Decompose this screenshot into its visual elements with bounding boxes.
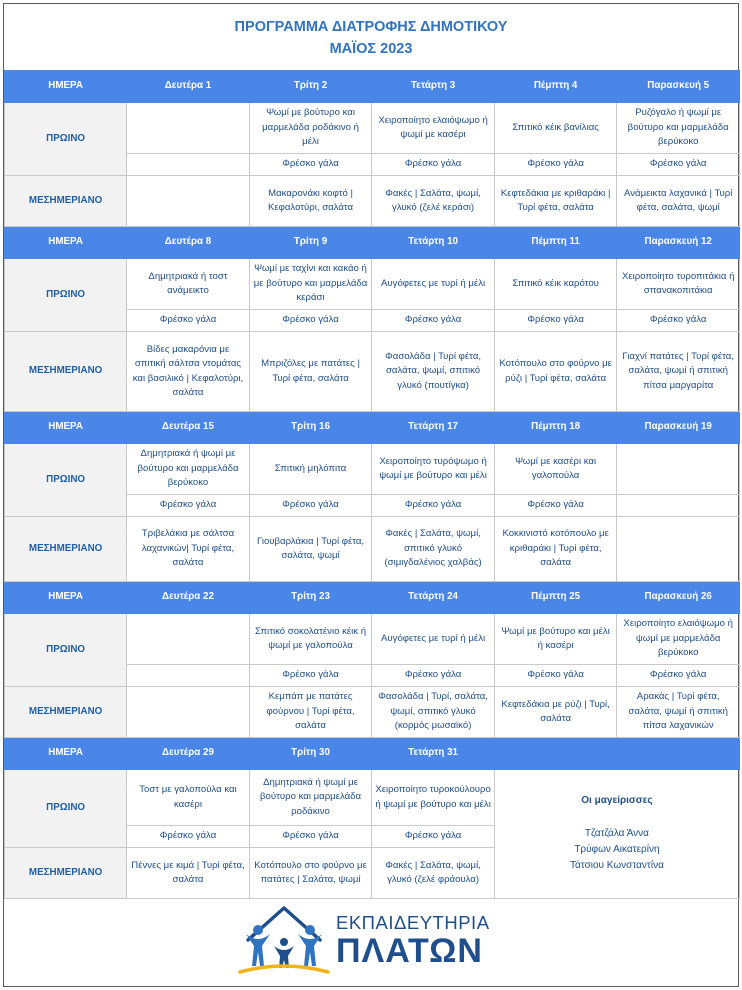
lunch-cell: Φασολάδα | Τυρί, σαλάτα, ψωμί, σπιτικό γλυκό (κορμός μωσαϊκό) bbox=[372, 687, 495, 738]
lunch-cell: Μακαρονάκι κοφτό | Κεφαλοτύρι, σαλάτα bbox=[249, 176, 372, 227]
day-header: Δευτέρα 1 bbox=[127, 71, 250, 103]
breakfast-row bbox=[5, 770, 740, 826]
breakfast-cell: Τοστ με γαλοπούλα και κασέρι bbox=[127, 770, 250, 826]
lunch-cell: Πέννες με κιμά | Τυρί φέτα, σαλάτα bbox=[127, 848, 250, 899]
breakfast-label: ΠΡΩΙΝΟ bbox=[5, 444, 127, 517]
lunch-cell: Βίδες μακαρόνια με σπιτική σάλτσα ντομάτας και βασιλικό | Κεφαλοτύρι, σαλάτα bbox=[127, 332, 250, 412]
breakfast-label: ΠΡΩΙΝΟ bbox=[5, 259, 127, 332]
day-header: Παρασκευή 26 bbox=[617, 582, 740, 614]
school-logo bbox=[236, 900, 516, 978]
day-header: Πέμπτη 18 bbox=[494, 412, 617, 444]
milk-cell: Φρέσκο γάλα bbox=[249, 665, 372, 687]
cook-name: Τάτσιου Κωνσταντίνα bbox=[569, 860, 664, 872]
lunch-row bbox=[5, 517, 740, 582]
milk-cell: Φρέσκο γάλα bbox=[617, 310, 740, 332]
milk-cell: Φρέσκο γάλα bbox=[249, 310, 372, 332]
week-header-row bbox=[5, 71, 740, 103]
breakfast-cell: Ψωμί με βούτυρο και μαρμελάδα ροδάκινο ή μέλι bbox=[249, 103, 372, 154]
breakfast-cell: Χειροποίητο τυροπιτάκια ή σπανακοπιτάκια bbox=[617, 259, 740, 310]
milk-cell bbox=[127, 154, 250, 176]
lunch-row bbox=[5, 687, 740, 738]
lunch-label: ΜΕΣΗΜΕΡΙΑΝΟ bbox=[5, 332, 127, 412]
lunch-cell bbox=[127, 176, 250, 227]
day-header: Τετάρτη 3 bbox=[372, 71, 495, 103]
breakfast-cell: Ψωμί με ταχίνι και κακάο ή με βούτυρο και μαρμελάδα κεράσι bbox=[249, 259, 372, 310]
logo-text-bottom: ΠΛΑΤΩΝ bbox=[336, 932, 483, 970]
lunch-cell bbox=[127, 687, 250, 738]
milk-cell: Φρέσκο γάλα bbox=[249, 154, 372, 176]
lunch-label: ΜΕΣΗΜΕΡΙΑΝΟ bbox=[5, 848, 127, 899]
day-header: Τρίτη 23 bbox=[249, 582, 372, 614]
milk-cell: Φρέσκο γάλα bbox=[617, 665, 740, 687]
cook-name: Τζατζάλα Άννα bbox=[584, 828, 649, 840]
lunch-cell: Κοκκινιστό κοτόπουλο με κριθαράκι | Τυρί φέτα, σαλάτα bbox=[494, 517, 617, 582]
week-header-row bbox=[5, 582, 740, 614]
breakfast-cell: Δημητριακά ή τοστ ανάμεικτο bbox=[127, 259, 250, 310]
lunch-cell: Κοτόπουλο στο φούρνο με πατάτες | Σαλάτα, ψωμί bbox=[249, 848, 372, 899]
breakfast-cell: Αυγόφετες με τυρί ή μέλι bbox=[372, 614, 495, 665]
school-logo-icon bbox=[236, 900, 332, 978]
milk-cell: Φρέσκο γάλα bbox=[372, 310, 495, 332]
menu-page bbox=[3, 3, 739, 987]
day-label: ΗΜΕΡΑ bbox=[5, 412, 127, 444]
milk-cell: Φρέσκο γάλα bbox=[372, 665, 495, 687]
lunch-cell: Τριβελάκια με σάλτσα λαχανικών| Τυρί φέτα, σαλάτα bbox=[127, 517, 250, 582]
breakfast-row bbox=[5, 103, 740, 154]
lunch-cell: Κεφτεδάκια με ρύζι | Τυρί, σαλάτα bbox=[494, 687, 617, 738]
lunch-cell: Κεμπάπ με πατάτες φούρνου | Τυρί φέτα, σαλάτα bbox=[249, 687, 372, 738]
cooks-cell bbox=[494, 770, 739, 899]
breakfast-cell: Χειροποίητο ελαιόψωμο ή ψωμί με κασέρι bbox=[372, 103, 495, 154]
day-header: Πέμπτη 4 bbox=[494, 71, 617, 103]
milk-cell: Φρέσκο γάλα bbox=[249, 495, 372, 517]
breakfast-cell: Χειροποίητο τυρόψωμο ή ψωμί με βούτυρο και μέλι bbox=[372, 444, 495, 495]
day-header bbox=[494, 738, 617, 770]
day-label: ΗΜΕΡΑ bbox=[5, 71, 127, 103]
lunch-cell: Μπριζόλες με πατάτες | Τυρί φέτα, σαλάτα bbox=[249, 332, 372, 412]
milk-cell: Φρέσκο γάλα bbox=[494, 310, 617, 332]
lunch-cell: Αρακάς | Τυρί φέτα, σαλάτα, ψωμί ή σπιτική πίτσα λαχανικών bbox=[617, 687, 740, 738]
lunch-cell: Φακές | Σαλάτα, ψωμί, γλυκό (ζελέ φράουλα) bbox=[372, 848, 495, 899]
day-header: Παρασκευή 12 bbox=[617, 227, 740, 259]
lunch-cell: Κοτόπουλο στο φούρνο με ρύζι | Τυρί φέτα, σαλάτα bbox=[494, 332, 617, 412]
milk-cell: Φρέσκο γάλα bbox=[494, 495, 617, 517]
lunch-label: ΜΕΣΗΜΕΡΙΑΝΟ bbox=[5, 687, 127, 738]
page-title: ΠΡΟΓΡΑΜΜΑ ΔΙΑΤΡΟΦΗΣ ΔΗΜΟΤΙΚΟΥ bbox=[234, 19, 508, 35]
logo-text-top: ΕΚΠΑΙΔΕΥΤΗΡΙΑ bbox=[336, 912, 490, 933]
lunch-cell bbox=[617, 517, 740, 582]
breakfast-label: ΠΡΩΙΝΟ bbox=[5, 614, 127, 687]
menu-table bbox=[4, 70, 740, 899]
lunch-cell: Φακές | Σαλάτα, ψωμί, γλυκό (ζελέ κεράσι) bbox=[372, 176, 495, 227]
breakfast-label: ΠΡΩΙΝΟ bbox=[5, 103, 127, 176]
lunch-cell: Κεφτεδάκια με κριθαράκι | Τυρί φέτα, σαλάτα bbox=[494, 176, 617, 227]
day-header: Τρίτη 30 bbox=[249, 738, 372, 770]
breakfast-cell: Ψωμί με βούτυρο και μέλι ή κασέρι bbox=[494, 614, 617, 665]
lunch-cell: Φακές | Σαλάτα, ψωμί, σπιτικό γλυκό (σιμιγδαλένιος χαλβάς) bbox=[372, 517, 495, 582]
day-header: Δευτέρα 22 bbox=[127, 582, 250, 614]
breakfast-cell bbox=[617, 444, 740, 495]
breakfast-row bbox=[5, 444, 740, 495]
day-header bbox=[617, 738, 740, 770]
day-header: Τρίτη 2 bbox=[249, 71, 372, 103]
week-header-row bbox=[5, 738, 740, 770]
day-header: Παρασκευή 19 bbox=[617, 412, 740, 444]
day-header: Τετάρτη 24 bbox=[372, 582, 495, 614]
milk-cell: Φρέσκο γάλα bbox=[127, 310, 250, 332]
milk-cell: Φρέσκο γάλα bbox=[372, 495, 495, 517]
lunch-label: ΜΕΣΗΜΕΡΙΑΝΟ bbox=[5, 176, 127, 227]
lunch-cell: Γιαχνί πατάτες | Τυρί φέτα, σαλάτα, ψωμί ή σπιτική πίτσα μαργαρίτα bbox=[617, 332, 740, 412]
week-header-row bbox=[5, 412, 740, 444]
milk-cell bbox=[617, 495, 740, 517]
breakfast-cell: Σπιτικό κέικ καρότου bbox=[494, 259, 617, 310]
breakfast-label: ΠΡΩΙΝΟ bbox=[5, 770, 127, 848]
lunch-cell: Γιουβαρλάκια | Τυρί φέτα, σαλάτα, ψωμί bbox=[249, 517, 372, 582]
breakfast-cell: Δημητριακά ή ψωμί με βούτυρο και μαρμελάδα ροδάκινο bbox=[249, 770, 372, 826]
breakfast-row bbox=[5, 614, 740, 665]
breakfast-cell: Χειροποίητο ελαιόψωμο ή ψωμί με μαρμελάδα βερύκοκο bbox=[617, 614, 740, 665]
day-header: Πέμπτη 11 bbox=[494, 227, 617, 259]
breakfast-cell: Ρυζόγαλο ή ψωμί με βούτυρο και μαρμελάδα βερύκοκο bbox=[617, 103, 740, 154]
milk-cell: Φρέσκο γάλα bbox=[127, 495, 250, 517]
breakfast-cell bbox=[127, 103, 250, 154]
breakfast-row bbox=[5, 259, 740, 310]
day-header: Τρίτη 16 bbox=[249, 412, 372, 444]
milk-cell: Φρέσκο γάλα bbox=[494, 665, 617, 687]
lunch-label: ΜΕΣΗΜΕΡΙΑΝΟ bbox=[5, 517, 127, 582]
cook-name: Τρύφων Αικατερίνη bbox=[574, 844, 660, 856]
day-header: Παρασκευή 5 bbox=[617, 71, 740, 103]
breakfast-cell: Σπιτική μηλόπιτα bbox=[249, 444, 372, 495]
breakfast-cell: Σπιτικό κέικ βανίλιας bbox=[494, 103, 617, 154]
day-label: ΗΜΕΡΑ bbox=[5, 227, 127, 259]
breakfast-cell: Σπιτικό σοκολατένιο κέικ ή ψωμί με γαλοπούλα bbox=[249, 614, 372, 665]
lunch-row bbox=[5, 176, 740, 227]
day-header: Τετάρτη 10 bbox=[372, 227, 495, 259]
lunch-cell: Ανάμεικτα λαχανικά | Τυρί φέτα, σαλάτα, ψωμί bbox=[617, 176, 740, 227]
day-label: ΗΜΕΡΑ bbox=[5, 582, 127, 614]
day-header: Δευτέρα 15 bbox=[127, 412, 250, 444]
day-header: Δευτέρα 8 bbox=[127, 227, 250, 259]
milk-cell bbox=[127, 665, 250, 687]
breakfast-cell: Αυγόφετες με τυρί ή μέλι bbox=[372, 259, 495, 310]
milk-cell: Φρέσκο γάλα bbox=[249, 826, 372, 848]
cooks-title: Οι μαγείρισσες bbox=[581, 794, 653, 806]
breakfast-cell bbox=[127, 614, 250, 665]
day-label: ΗΜΕΡΑ bbox=[5, 738, 127, 770]
milk-cell: Φρέσκο γάλα bbox=[617, 154, 740, 176]
breakfast-cell: Ψωμί με κασέρι και γαλοπούλα bbox=[494, 444, 617, 495]
milk-cell: Φρέσκο γάλα bbox=[372, 826, 495, 848]
breakfast-cell: Χειροποίητο τυροκούλουρο ή ψωμί με βούτυρο και μέλι bbox=[372, 770, 495, 826]
milk-cell: Φρέσκο γάλα bbox=[127, 826, 250, 848]
page-subtitle: ΜΑΪΟΣ 2023 bbox=[329, 41, 413, 57]
week-header-row bbox=[5, 227, 740, 259]
day-header: Δευτέρα 29 bbox=[127, 738, 250, 770]
day-header: Πέμπτη 25 bbox=[494, 582, 617, 614]
milk-cell: Φρέσκο γάλα bbox=[372, 154, 495, 176]
lunch-row bbox=[5, 332, 740, 412]
day-header: Τετάρτη 17 bbox=[372, 412, 495, 444]
breakfast-cell: Δημητριακά ή ψωμί με βούτυρο και μαρμελάδα βερύκοκο bbox=[127, 444, 250, 495]
milk-cell: Φρέσκο γάλα bbox=[494, 154, 617, 176]
lunch-cell: Φασολάδα | Τυρί φέτα, σαλάτα, ψωμί, σπιτικό γλυκό (πουτίγκα) bbox=[372, 332, 495, 412]
day-header: Τρίτη 9 bbox=[249, 227, 372, 259]
day-header: Τετάρτη 31 bbox=[372, 738, 495, 770]
title-block bbox=[4, 16, 738, 60]
